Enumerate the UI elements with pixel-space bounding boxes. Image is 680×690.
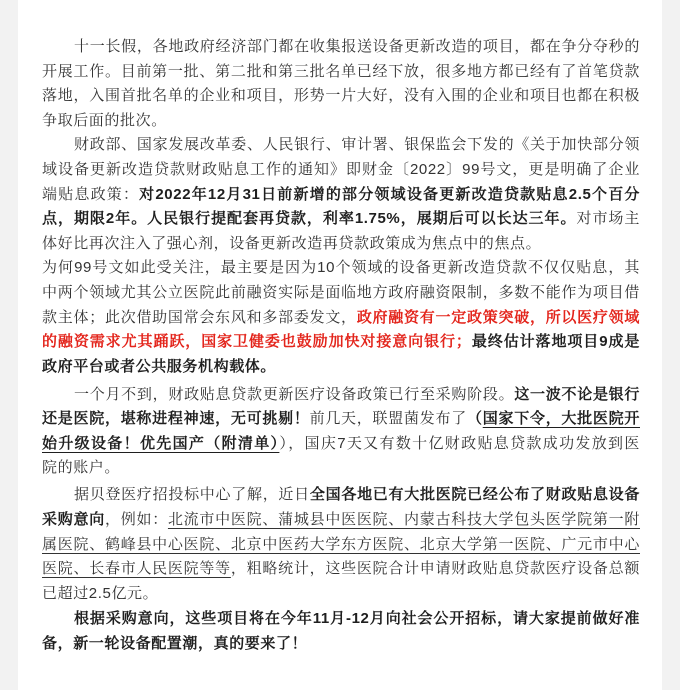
article-paragraph-4 — [42, 383, 640, 481]
bold-segment: 这一波不论是银行 — [514, 385, 640, 403]
text-segment: 院的账户。 — [42, 459, 121, 477]
text-segment: ，粗略统计，这些医院合计申请财政贴息贷款医疗设备总额 — [230, 560, 640, 578]
paragraph-2-line-2 — [42, 158, 640, 183]
bold-segment: 全国各地已有大批医院已经公布了财政贴息设备 — [309, 486, 640, 504]
paragraph-1-line-4 — [42, 109, 640, 134]
paragraph-2-line-5 — [42, 232, 640, 257]
article-paragraph-6 — [42, 607, 640, 656]
text-segment: 已超过2.5亿元。 — [42, 584, 159, 602]
paragraph-5-line-2 — [42, 508, 640, 533]
text-segment: 款主体；此次借助国常会东风和多部委发文， — [42, 308, 357, 326]
bold-segment: 采购意向 — [42, 511, 105, 529]
paragraph-1-line-2 — [42, 60, 640, 85]
paragraph-4-line-3 — [42, 432, 640, 457]
paragraph-5-line-4 — [42, 557, 640, 582]
text-segment: 为何99号文如此受关注，最主要是因为10个领域的设备更新改造贷款不仅仅贴息，其 — [42, 259, 640, 277]
text-segment: 争取后面的批次。 — [42, 111, 167, 129]
paragraph-3-line-5 — [42, 355, 640, 380]
paragraph-2-line-3 — [42, 183, 640, 208]
paragraph-1-line-1 — [42, 35, 640, 60]
text-segment: 据贝登医疗招投标中心了解，近日 — [74, 486, 310, 504]
linked-article-title[interactable]: 国家下令，大批医院开 — [482, 410, 640, 428]
paragraph-2-line-1 — [42, 133, 640, 158]
red-emphasis-segment: 政府融资有一定政策突破，所以医疗领域 — [356, 308, 640, 326]
text-segment: ），国庆7天又有数十亿财政贴息贷款成功发放到医 — [279, 434, 640, 452]
hospital-list-underline: 属医院、鹤峰县中心医院、北京中医药大学东方医院、北京大学第一医院、广元市中心 — [42, 535, 640, 553]
bold-segment: 最终估计落地项目9成是 — [471, 333, 640, 351]
article-paragraph-5 — [42, 483, 640, 606]
text-segment: 体好比再次注入了强心剂，设备更新改造再贷款政策成为焦点中的焦点。 — [42, 234, 542, 252]
bold-segment: 对2022年12月31日前新增的部分领域设备更新改造贷款贴息2.5个百分 — [139, 185, 640, 203]
text-segment: 中两个领域尤其公立医院此前融资实际是面临地方政府融资限制，多数不能作为项目借 — [42, 283, 640, 301]
article-body — [42, 35, 640, 657]
article-paragraph-3 — [42, 256, 640, 379]
paragraph-5-line-1 — [42, 483, 640, 508]
bold-segment: 点，期限2年。人民银行提配套再贷款，利率1.75%，展期后可以长达三年。 — [42, 210, 577, 228]
article-card — [18, 0, 662, 690]
paragraph-6-line-2 — [42, 632, 640, 657]
paragraph-3-line-3 — [42, 306, 640, 331]
text-segment: 财政部、国家发展改革委、人民银行、审计署、银保监会下发的《关于加快部分领 — [74, 136, 640, 154]
paragraph-4-line-1 — [42, 383, 640, 408]
text-segment: 一个月不到，财政贴息贷款更新医疗设备政策已行至采购阶段。 — [74, 385, 515, 403]
text-segment: ，例如： — [104, 511, 168, 529]
paragraph-2-line-4 — [42, 207, 640, 232]
red-emphasis-segment: 的融资需求尤其踊跃，国家卫健委也鼓励加快对接意向银行； — [42, 333, 472, 351]
paragraph-5-line-5 — [42, 582, 640, 607]
paragraph-5-line-3 — [42, 533, 640, 558]
text-segment: 域设备更新改造贷款财政贴息工作的通知》即财金〔2022〕99号文，更是明确了企业 — [42, 160, 640, 178]
paragraph-4-line-2 — [42, 407, 640, 432]
article-paragraph-1 — [42, 35, 640, 133]
linked-article-title[interactable]: 始升级设备！优先国产（附清单） — [42, 434, 280, 452]
text-segment: 落地，入围首批名单的企业和项目，形势一片大好，没有入围的企业和项目也都在积极 — [42, 87, 640, 105]
bold-segment: 政府平台或者公共服务机构载体。 — [42, 357, 277, 375]
bold-segment: 还是医院，堪称进程神速，无可挑剔！ — [42, 410, 310, 428]
paragraph-3-line-1 — [42, 256, 640, 281]
text-segment: 端贴息政策： — [42, 185, 140, 203]
bold-segment: 根据采购意向，这些项目将在今年11月-12月向社会公开招标，请大家提前做好准 — [74, 610, 640, 628]
bold-segment: 备，新一轮设备配置潮，真的要来了！ — [42, 635, 308, 653]
hospital-list-underline: 北流市中医院、蒲城县中医医院、内蒙古科技大学包头医学院第一附 — [167, 511, 640, 529]
paragraph-3-line-4 — [42, 330, 640, 355]
bold-segment: （ — [466, 410, 483, 428]
text-segment: 前几天，联盟菌发布了 — [309, 410, 467, 428]
hospital-list-underline: 医院、长春市人民医院等等 — [42, 560, 231, 578]
paragraph-4-line-4 — [42, 456, 640, 481]
text-segment: 对市场主 — [576, 210, 640, 228]
text-segment: 开展工作。目前第一批、第二批和第三批名单已经下放，很多地方都已经有了首笔贷款 — [42, 62, 640, 80]
article-paragraph-2 — [42, 133, 640, 256]
paragraph-1-line-3 — [42, 84, 640, 109]
paragraph-6-line-1 — [42, 607, 640, 632]
text-segment: 十一长假，各地政府经济部门都在收集报送设备更新改造的项目，都在争分夺秒的 — [74, 38, 640, 55]
paragraph-3-line-2 — [42, 281, 640, 306]
